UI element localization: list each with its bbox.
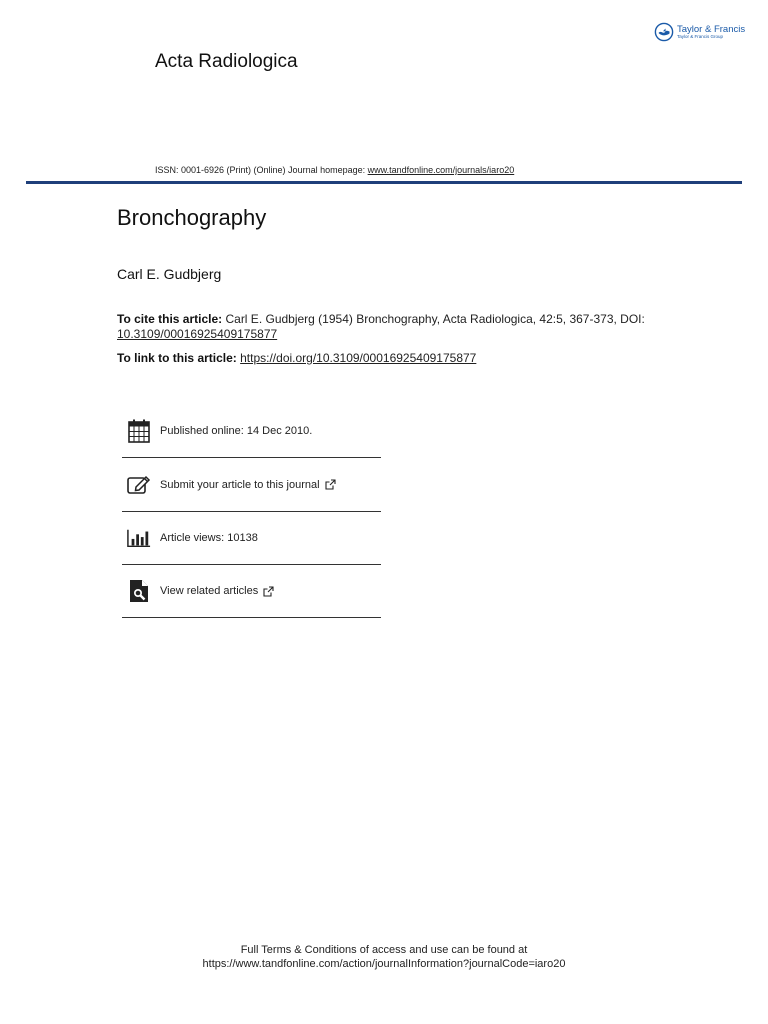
footer-terms-link[interactable]: https://www.tandfonline.com/action/journalInformation?journalCode=iaro20 — [202, 958, 566, 970]
cite-text: Carl E. Gudbjerg (1954) Bronchography, Acta Radiologica, 42:5, 367-373, DOI: — [222, 312, 645, 326]
journal-homepage-link[interactable]: www.tandfonline.com/journals/iaro20 — [367, 165, 515, 175]
cite-label: To cite this article: — [117, 312, 223, 326]
published-date: Published online: 14 Dec 2010. — [160, 424, 313, 437]
external-link-icon — [263, 586, 274, 597]
external-link-icon — [325, 479, 336, 490]
article-info-list — [122, 404, 381, 618]
published-row — [122, 404, 381, 457]
issn-line — [155, 165, 514, 175]
journal-title: Acta Radiologica — [155, 51, 298, 72]
article-views-row — [122, 512, 381, 565]
link-block — [117, 351, 476, 365]
related-articles-row[interactable] — [122, 565, 381, 618]
terms-footer — [0, 943, 768, 971]
article-title: Bronchography — [117, 205, 267, 230]
header-divider — [26, 181, 742, 184]
submit-article-link[interactable] — [160, 479, 336, 491]
cite-doi-link[interactable]: 10.3109/00016925409175877 — [117, 326, 278, 341]
publisher-group: Taylor & Francis Group — [677, 34, 724, 39]
link-label: To link to this article: — [117, 351, 241, 365]
article-doi-link[interactable]: https://doi.org/10.3109/00016925409175877 — [240, 351, 477, 365]
submit-article-row[interactable] — [122, 457, 381, 512]
calendar-icon — [127, 419, 151, 443]
publisher-name: Taylor & Francis — [677, 23, 746, 35]
related-articles-label: View related articles — [160, 585, 259, 597]
footer-line-1: Full Terms & Conditions of access and use can be found at — [240, 944, 528, 956]
article-views: Article views: 10138 — [160, 532, 258, 544]
document-search-icon — [127, 579, 151, 603]
taylor-francis-logo-icon — [654, 22, 674, 42]
publisher-logo[interactable] — [654, 22, 745, 42]
citation-block — [117, 312, 677, 341]
publisher-logo-text — [677, 25, 745, 40]
bar-chart-icon — [127, 526, 151, 550]
edit-icon — [127, 473, 151, 497]
issn-text: ISSN: 0001-6926 (Print) (Online) Journal homepage: — [155, 165, 368, 175]
article-author: Carl E. Gudbjerg — [117, 266, 222, 282]
related-articles-link[interactable] — [160, 585, 274, 597]
submit-article-label: Submit your article to this journal — [160, 478, 320, 491]
